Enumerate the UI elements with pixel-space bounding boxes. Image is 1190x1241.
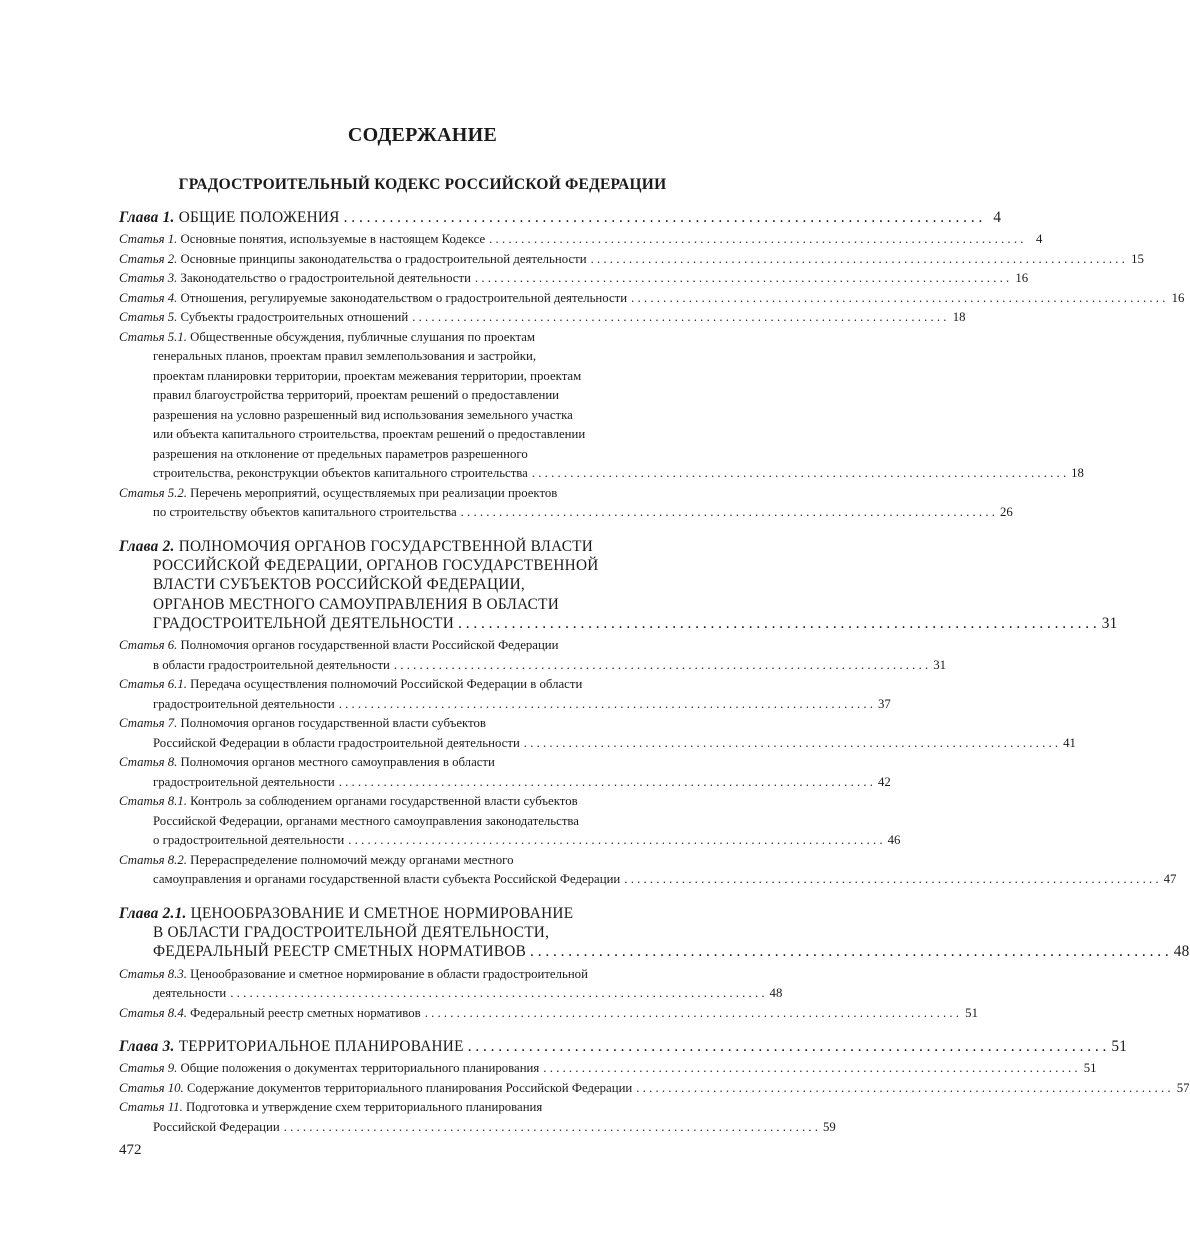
toc-page-number: 48 [769,986,783,1001]
dot-leader [344,208,983,227]
toc-article-entry[interactable] [119,1004,978,1024]
toc-page-number: 57 [1176,1080,1190,1095]
toc-page-number: 59 [822,1119,836,1134]
toc-article-entry[interactable] [119,792,901,851]
dot-leader [425,1004,959,1024]
article-title-line: градостроительной деятельности [153,696,335,711]
code-title: ГРАДОСТРОИТЕЛЬНЫЙ КОДЕКС РОССИЙСКОЙ ФЕДЕРАЦИИ [178,176,667,193]
toc-article-entry[interactable] [119,851,1177,890]
article-title-line: строительства, реконструкции объектов капитального строительства [153,466,528,481]
article-title-line: Подготовка и утверждение схем территориального планирования [185,1100,543,1115]
article-title-line: Российской Федерации в области градостроительной деятельности [153,735,520,750]
toc-chapter-entry[interactable] [119,537,1118,633]
article-title-line: Ценообразование и сметное нормирование в области градостроительной [190,966,588,981]
article-title-line: правил благоустройства территорий, проектам решений о предоставлении [153,388,560,403]
article-title-line: деятельности [153,986,227,1001]
toc-page-number: 42 [877,774,891,789]
toc-article-entry[interactable] [119,965,783,1004]
toc-article-entry[interactable] [119,714,1076,753]
toc-page-number: 41 [1063,735,1076,750]
page-number: 472 [119,1142,142,1158]
toc-article-entry[interactable] [119,269,1029,289]
dot-leader [489,230,1023,250]
article-label: Статья 6. [119,638,178,653]
article-label: Статья 6.1. [119,677,187,692]
toc-article-entry[interactable] [119,289,1185,309]
article-title-line: самоуправления и органами государственной власти субъекта Российской Федерации [153,872,621,887]
article-label: Статья 4. [119,290,178,305]
toc-article-entry[interactable] [119,675,891,714]
dot-leader [458,615,1097,632]
article-title-line: Российской Федерации, органами местного самоуправления законодательства [153,813,579,828]
dot-leader [461,505,995,519]
article-title-line: Законодательство о градостроительной деятельности [180,271,471,286]
article-title-line: Общие положения о документах территориального планирования [180,1061,540,1076]
article-label: Статья 2. [119,251,178,266]
toc-article-entry[interactable] [119,636,946,675]
article-label: Статья 7. [119,716,178,731]
article-label: Статья 5.2. [119,485,187,500]
toc-chapter-entry[interactable] [119,208,1002,227]
chapter-title-line: ТЕРРИТОРИАЛЬНОЕ ПЛАНИРОВАНИЕ [178,1038,464,1056]
toc-chapter-entry[interactable] [119,904,1190,962]
toc-article-entry[interactable] [119,308,966,328]
toc-page-number: 48 [1173,943,1190,961]
dot-leader [591,250,1125,270]
dot-leader [624,872,1158,886]
dot-leader [284,1120,818,1134]
toc-chapter-entry[interactable] [119,1037,1128,1056]
toc-article-entry[interactable] [119,1079,1190,1099]
article-label: Статья 5.1. [119,329,187,344]
toc-page-number: 46 [887,833,901,848]
dot-leader [530,943,1169,960]
toc-page-number: 26 [999,505,1013,520]
toc-article-entry[interactable] [119,230,1043,250]
article-title-line: Полномочия органов местного самоуправления в области [180,755,495,770]
article-title-line: о градостроительной деятельности [153,833,345,848]
toc-page-number: 51 [1083,1061,1097,1076]
page-title: СОДЕРЖАНИЕ [347,124,498,146]
dot-leader [475,269,1009,289]
dot-leader [230,986,764,1000]
dot-leader [468,1037,1107,1056]
chapter-label: Глава 1. [119,209,175,226]
article-label: Статья 1. [119,232,178,247]
article-title-line: генеральных планов, проектам правил землепользования и застройки, [153,349,537,364]
article-title-line: Федеральный реестр сметных нормативов [190,1005,421,1020]
dot-leader [532,466,1066,480]
article-title-line: Содержание документов территориального планирования Российской Федерации [186,1080,633,1095]
toc-page-number: 18 [952,310,966,325]
article-title-line: Контроль за соблюдением органами государственной власти субъектов [190,794,578,809]
dot-leader [394,658,928,672]
chapter-title-line: ФЕДЕРАЛЬНЫЙ РЕЕСТР СМЕТНЫХ НОРМАТИВОВ [153,943,527,961]
toc-page-number: 31 [1101,614,1118,632]
article-title-line: в области градостроительной деятельности [153,657,390,672]
article-label: Статья 9. [119,1061,178,1076]
article-title-line: Передача осуществления полномочий Российской Федерации в области [190,677,583,692]
article-label: Статья 8.2. [119,852,187,867]
chapter-title-line: ОРГАНОВ МЕСТНОГО САМОУПРАВЛЕНИЯ В ОБЛАСТИ [153,595,560,613]
toc-article-entry[interactable] [119,1059,1097,1079]
article-label: Статья 8.1. [119,794,187,809]
toc-article-entry[interactable] [119,1098,836,1137]
chapter-title-line: ЦЕНООБРАЗОВАНИЕ И СМЕТНОЕ НОРМИРОВАНИЕ [190,904,574,922]
toc-page-number: 4 [1036,232,1043,247]
article-title-line: Российской Федерации [153,1119,280,1134]
chapter-title-line: ГРАДОСТРОИТЕЛЬНОЙ ДЕЯТЕЛЬНОСТИ [153,614,455,632]
dot-leader [339,775,873,789]
toc-page-number: 15 [1131,251,1144,266]
chapter-label: Глава 2.1. [119,904,187,922]
article-title-line: Перечень мероприятий, осуществляемых при реализации проектов [190,485,558,500]
chapter-label: Глава 3. [119,1038,175,1056]
toc-page-number: 51 [1111,1038,1128,1056]
article-title-line: разрешения на условно разрешенный вид использования земельного участка [153,407,573,422]
chapter-title-line: ОБЩИЕ ПОЛОЖЕНИЯ [178,209,340,226]
article-title-line: по строительству объектов капитального строительства [153,505,457,520]
article-title-line: Основные понятия, используемые в настоящем Кодексе [180,232,486,247]
dot-leader [339,697,873,711]
toc-page-number: 16 [1171,290,1185,305]
toc-article-entry[interactable] [119,484,1013,523]
toc-page-number: 37 [877,696,891,711]
article-label: Статья 8.4. [119,1005,187,1020]
toc-page-number: 16 [1015,271,1029,286]
article-label: Статья 8.3. [119,966,187,981]
article-title-line: Субъекты градостроительных отношений [180,310,409,325]
chapter-title-line: ВЛАСТИ СУБЪЕКТОВ РОССИЙСКОЙ ФЕДЕРАЦИИ, [153,576,525,594]
chapter-title-line: ПОЛНОМОЧИЯ ОРГАНОВ ГОСУДАРСТВЕННОЙ ВЛАСТИ [178,537,594,555]
dot-leader [348,833,882,847]
article-title-line: градостроительной деятельности [153,774,335,789]
dot-leader [524,736,1058,750]
article-label: Статья 8. [119,755,178,770]
toc-page-number: 4 [993,209,1002,226]
article-title-line: Общественные обсуждения, публичные слушания по проектам [190,329,536,344]
article-title-line: разрешения на отклонение от предельных параметров разрешенного [153,446,528,461]
dot-leader [543,1059,1077,1079]
article-label: Статья 11. [119,1100,183,1115]
table-of-contents [119,208,1190,1137]
article-label: Статья 10. [119,1080,184,1095]
toc-page-number: 31 [933,657,946,672]
article-title-line: или объекта капитального строительства, проектам решений о предоставлении [153,427,586,442]
toc-page-number: 47 [1163,872,1177,887]
article-label: Статья 5. [119,310,178,325]
chapter-title-line: В ОБЛАСТИ ГРАДОСТРОИТЕЛЬНОЙ ДЕЯТЕЛЬНОСТИ, [153,924,550,942]
dot-leader [412,308,946,328]
toc-page-number: 18 [1071,466,1084,481]
article-title-line: проектам планировки территории, проектам межевания территории, проектам [153,368,582,383]
article-title-line: Отношения, регулируемые законодательством о градостроительной деятельности [180,290,628,305]
article-title-line: Полномочия органов государственной власти Российской Федерации [180,638,559,653]
article-title-line: Основные принципы законодательства о градостроительной деятельности [180,251,587,266]
article-label: Статья 3. [119,271,178,286]
dot-leader [636,1079,1170,1099]
article-title-line: Полномочия органов государственной власти субъектов [180,716,486,731]
toc-article-entry[interactable] [119,328,1084,484]
toc-page-number: 51 [965,1005,978,1020]
dot-leader [631,289,1165,309]
article-title-line: Перераспределение полномочий между органами местного [190,852,514,867]
toc-article-entry[interactable] [119,250,1144,270]
chapter-title-line: РОССИЙСКОЙ ФЕДЕРАЦИИ, ОРГАНОВ ГОСУДАРСТВЕННОЙ [153,557,599,575]
toc-article-entry[interactable] [119,753,891,792]
chapter-label: Глава 2. [119,537,175,555]
